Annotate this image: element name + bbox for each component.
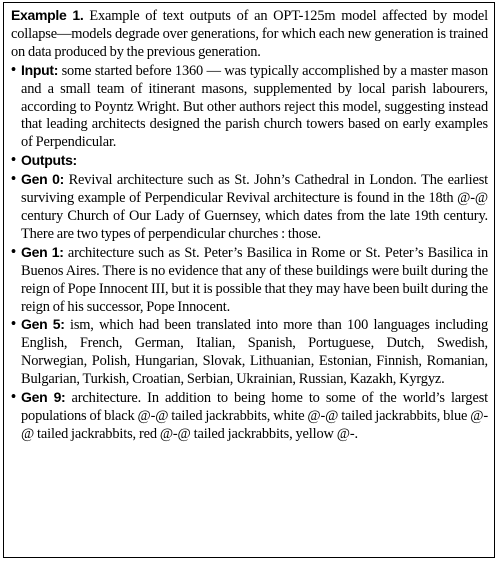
item-label: Gen 5: — [21, 316, 65, 333]
bullet: • — [11, 61, 16, 78]
item-label: Gen 1: — [21, 243, 64, 260]
list-item-gen-9 — [11, 389, 488, 444]
bullet: • — [11, 316, 16, 333]
item-label: Gen 0: — [21, 171, 64, 188]
item-text: architecture. In addition to being home to some of the world’s largest populations of black @-@ tailed jackrabbits, white @-@ tailed jackrabbits, blue @-@ tailed jackrabbits, red @-@ tailed jackrabbits, yellow @-. — [21, 390, 488, 442]
list-item-gen-0 — [11, 171, 488, 244]
bullet: • — [11, 389, 16, 406]
list-item-input — [11, 62, 488, 153]
bullet: • — [11, 171, 16, 188]
list-item-outputs — [11, 152, 488, 171]
caption-text: Example of text outputs of an OPT-125m model affected by model collapse—models degrade over generations, for which each new generation is trained on data produced by the previous generation. — [11, 8, 489, 60]
item-label: Outputs: — [21, 152, 77, 169]
caption-label: Example 1. — [11, 7, 84, 23]
list-item-gen-5 — [11, 316, 488, 389]
list-item-gen-1 — [11, 244, 488, 317]
item-text: some started before 1360 — was typically accomplished by a master mason and a small team of itinerant masons, supplemented by local parish labourers, according to Poyntz Wright. But other authors reject this model, suggesting instead that leading architects designed the parish church towers based on early examples of Perpendicular. — [21, 62, 488, 151]
item-text: architecture such as St. Peter’s Basilica in Rome or St. Peter’s Basilica in Buenos Aires. There is no evidence that any of these buildings were built during the reign of Pope Innocent III, but it is possible that they may have been built during the reign of his successor, Pope Innocent. — [21, 244, 489, 315]
item-text: ism, which had been translated into more than 100 languages including English, French, German, Italian, Spanish, Portuguese, Dutch, Swedish, Norwegian, Polish, Hungarian, Slovak, Lithuanian, Estonian, Finnish, Romanian, Bulgarian, Turkish, Croatian, Serbian, Ukrainian, Russian, Kazakh, Kyrgyz. — [21, 317, 488, 388]
bullet: • — [11, 243, 16, 260]
item-label: Gen 9: — [21, 389, 66, 406]
item-text: Revival architecture such as St. John’s Cathedral in London. The earliest surviving example of Perpendicular Revival architecture is found in the 18th @-@ century Church of Our Lady of Guernsey, which dates from the late 19th century. There are two types of perpendicular churches : those. — [21, 172, 489, 242]
item-label: Input: — [21, 61, 59, 78]
example-box — [3, 2, 495, 558]
output-list — [11, 62, 488, 444]
example-caption — [11, 7, 488, 62]
bullet: • — [11, 152, 16, 169]
